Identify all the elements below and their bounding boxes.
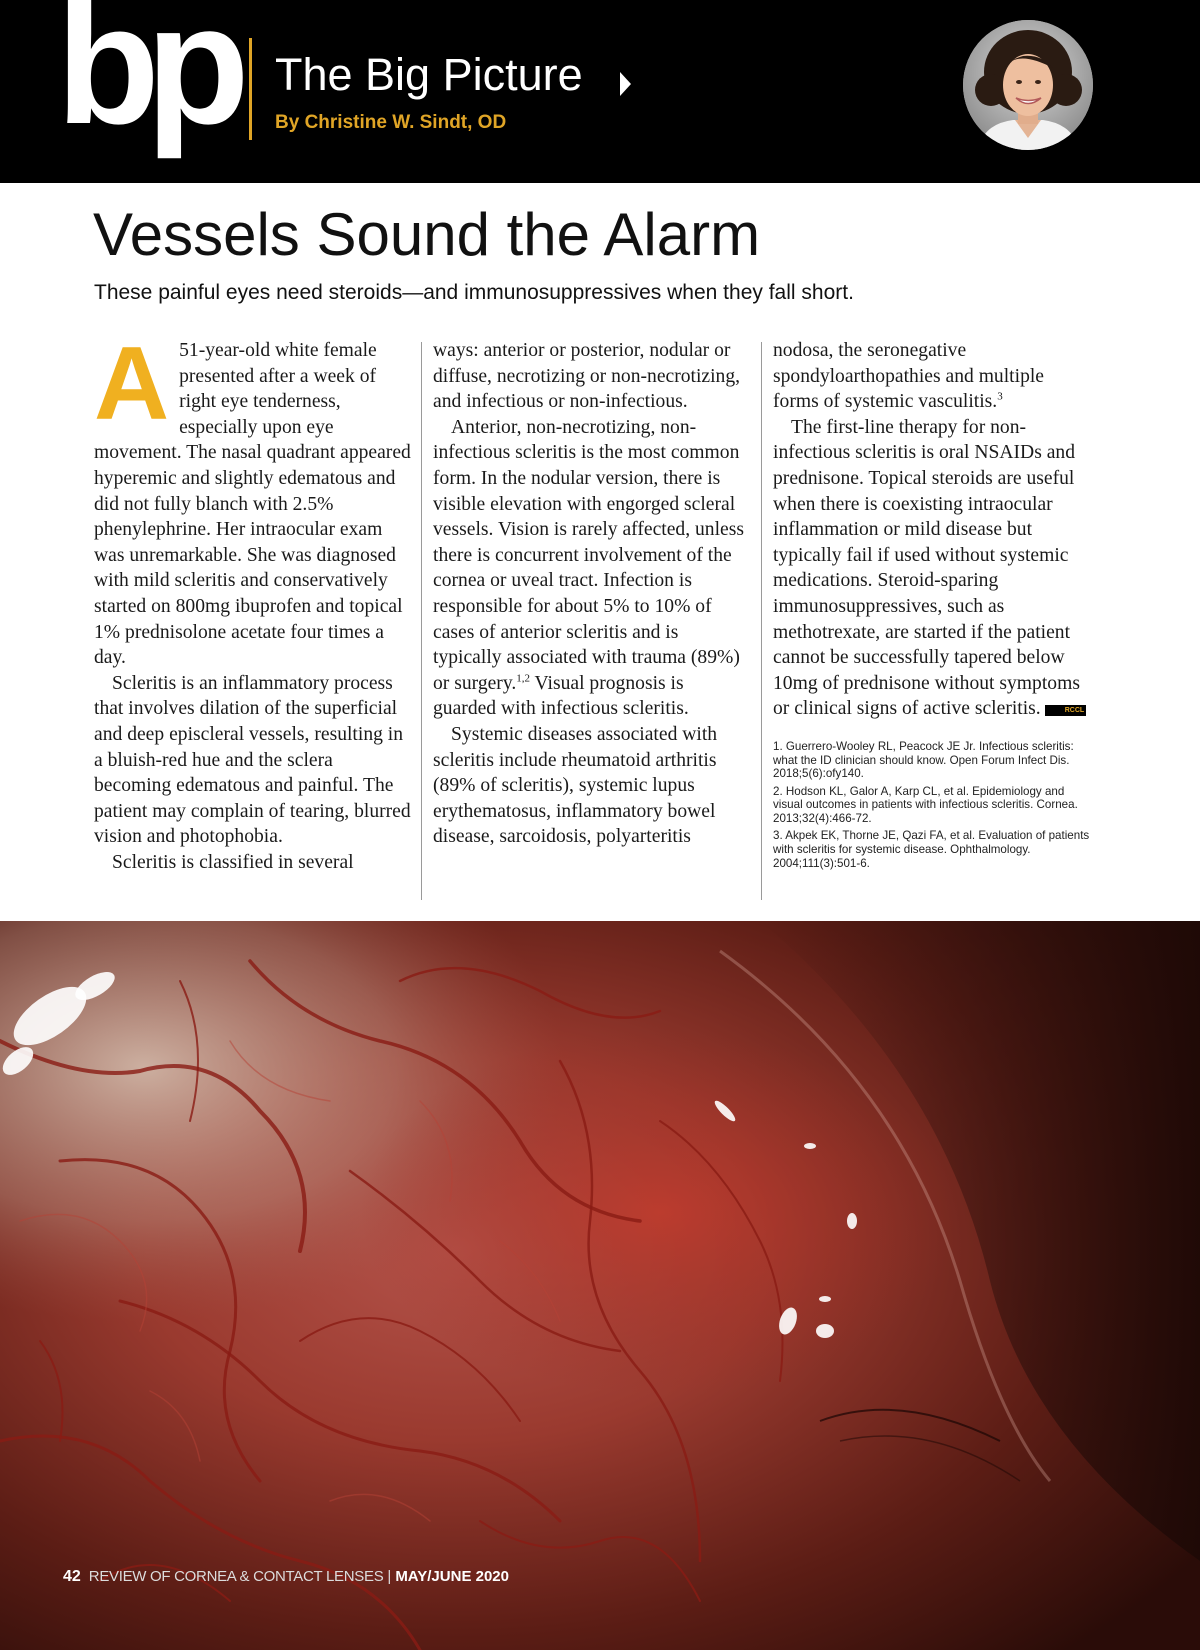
publication-name: REVIEW OF CORNEA & CONTACT LENSES [88,1568,384,1585]
bp-logo: bp [56,0,236,160]
references-list [773,740,1091,870]
body-paragraph: Systemic diseases associated with scleritis include rheumatoid arthritis (89% of scleritis), systemic lupus erythematosus, inflammatory bowel disease, sarcoidosis, polyarteritis [433,723,718,848]
article-column-3 [773,338,1091,874]
body-paragraph [773,415,1091,722]
body-paragraph: Scleritis is an inflammatory process that involves dilation of the superficial and deep episcleral vessels, resulting in a bluish-red hue and the sclera becoming edematous and painful. The patient may complain of tearing, blurred vision and photophobia. [94,672,411,848]
play-arrow-icon [620,72,631,96]
body-paragraph: Scleritis is classified in several [112,851,354,873]
footer-separator: | [387,1568,392,1585]
masthead [0,0,1200,183]
body-paragraph [773,338,1091,415]
paragraph-text: Anterior, non-necrotizing, non-infectious scleritis is the most common form. In the nodular version, there is visible elevation with engorged scleral vessels. Vision is rarely affected, unless there is concurrent involvement of the cornea or uveal tract. Infection is responsible for about 5% to 10% of cases of anterior scleritis and is typically associated with trauma (89%) or surgery. [433,416,744,694]
article-deck: These painful eyes need steroids—and immunosuppressives when they fall short. [94,281,854,304]
paragraph-text: Visual prognosis is guarded with infectious scleritis. [433,672,689,720]
page-number: 42 [63,1568,81,1585]
page-footer [63,1568,509,1586]
header-divider [249,38,252,140]
issue-date: MAY/JUNE 2020 [395,1568,509,1585]
paragraph-text: 51-year-old white female presented after a week of right eye tenderness, especially upon eye movement. The nasal quadrant appeared hyperemic and slightly edematous and did not fully blanch with 2.5% phenylephrine. Her intraocular exam was unremarkable. She was diagnosed with mild scleritis and conservatively started on 800mg ibuprofen and topical 1% prednisolone acetate four times a day. [94,340,411,669]
body-paragraph: ways: anterior or posterior, nodular or diffuse, necrotizing or non-necrotizing, and infectious or non-infectious. [433,340,741,413]
column-rule [761,342,762,900]
article-column-2 [433,338,751,850]
citation-superscript: 1,2 [516,672,531,685]
clinical-photo-scleritis [0,921,1200,1650]
author-photo [963,20,1093,150]
paragraph-text: nodosa, the seronegative spondyloarthopathies and multiple forms of systemic vasculitis. [773,340,1045,413]
section-title: The Big Picture [275,49,583,100]
column-rule [421,342,422,900]
author-byline: By Christine W. Sindt, OD [275,112,507,133]
reference-item: 2. Hodson KL, Galor A, Karp CL, et al. Epidemiology and visual outcomes in patients with infectious scleritis. Cornea. 2013;32(4):466-72. [773,784,1078,825]
body-paragraph [433,415,751,722]
paragraph-text: The first-line therapy for non-infectious scleritis is oral NSAIDs and prednisone. Topical steroids are useful when there is coexisting intraocular inflammation or mild disease but typically fail if used without systemic medications. Steroid-sparing immunosuppressives, such as methotrexate, are started if the patient cannot be successfully tapered below 10mg of prednisone without symptoms or clinical signs of active scleritis. [773,416,1080,720]
body-paragraph [94,326,411,671]
end-mark-icon: RCCL [1045,705,1086,716]
article-headline: Vessels Sound the Alarm [93,201,761,268]
reference-item: 3. Akpek EK, Thorne JE, Qazi FA, et al. Evaluation of patients with scleritis for systemic disease. Ophthalmology. 2004;111(3):501-6. [773,829,1090,870]
article-column-1 [94,326,411,875]
reference-item: 1. Guerrero-Wooley RL, Peacock JE Jr. Infectious scleritis: what the ID clinician should know. Open Forum Infect Dis. 2018;5(6):ofy140. [773,739,1074,781]
citation-superscript: 3 [997,390,1003,403]
drop-cap: A [94,326,170,442]
